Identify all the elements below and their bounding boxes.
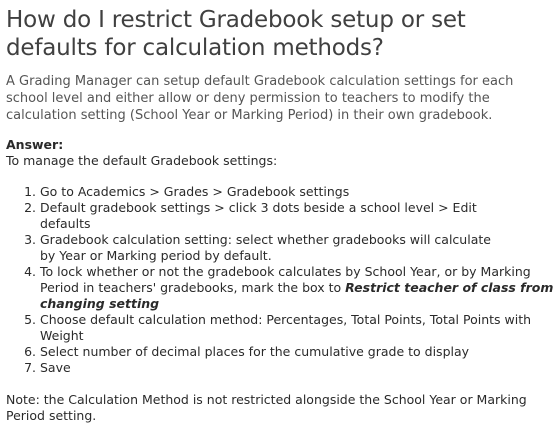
step-text: 5. Choose default calculation method: Percentages, Total Points, Total Points with	[40, 312, 532, 327]
note-paragraph	[6, 392, 527, 424]
setting-name-emphasis: changing setting	[40, 296, 160, 311]
step-text: Select number of decimal places for the cumulative grade to display	[40, 344, 470, 359]
steps-list	[6, 184, 553, 376]
note-line: Note: the Calculation Method is not restricted alongside the School Year or Marking	[6, 392, 527, 407]
intro-line: school level and either allow or deny permission to teachers to modify the	[6, 91, 490, 106]
step-text: Save	[40, 360, 71, 375]
answer-section	[6, 137, 500, 169]
step-item	[40, 200, 500, 232]
step-item	[40, 360, 500, 376]
page-title	[6, 6, 500, 62]
step-text-line	[40, 280, 553, 296]
step-text: by Year or Marking period by default.	[40, 248, 272, 263]
setting-name-emphasis: Restrict teacher of class from	[345, 280, 553, 295]
step-text: 4. To lock whether or not the gradebook calculates by School Year, or by Marking	[40, 264, 531, 279]
step-text: Default gradebook settings > click 3 dots beside a school level > Edit defaults	[40, 200, 477, 231]
step-item	[40, 344, 500, 360]
step-item	[40, 184, 500, 200]
step-item	[40, 312, 532, 344]
answer-label: Answer:	[6, 137, 64, 152]
step-text: Go to Academics > Grades > Gradebook settings	[40, 184, 350, 199]
step-item	[40, 264, 553, 312]
step-item	[40, 232, 500, 264]
intro-line: calculation setting (School Year or Marking Period) in their own gradebook.	[6, 108, 493, 123]
article	[6, 6, 553, 424]
intro-line: A Grading Manager can setup default Gradebook calculation settings for each	[6, 74, 514, 89]
step-text: Period in teachers' gradebooks, mark the box to	[40, 280, 346, 295]
answer-intro: To manage the default Gradebook settings:	[6, 153, 278, 168]
step-text: Weight	[40, 328, 84, 343]
title-line: How do I restrict Gradebook setup or set	[6, 7, 466, 33]
step-text: 3. Gradebook calculation setting: select whether gradebooks will calculate	[40, 232, 491, 247]
intro-paragraph	[6, 73, 514, 124]
title-line: defaults for calculation methods?	[6, 35, 384, 61]
note-line: Period setting.	[6, 408, 97, 423]
